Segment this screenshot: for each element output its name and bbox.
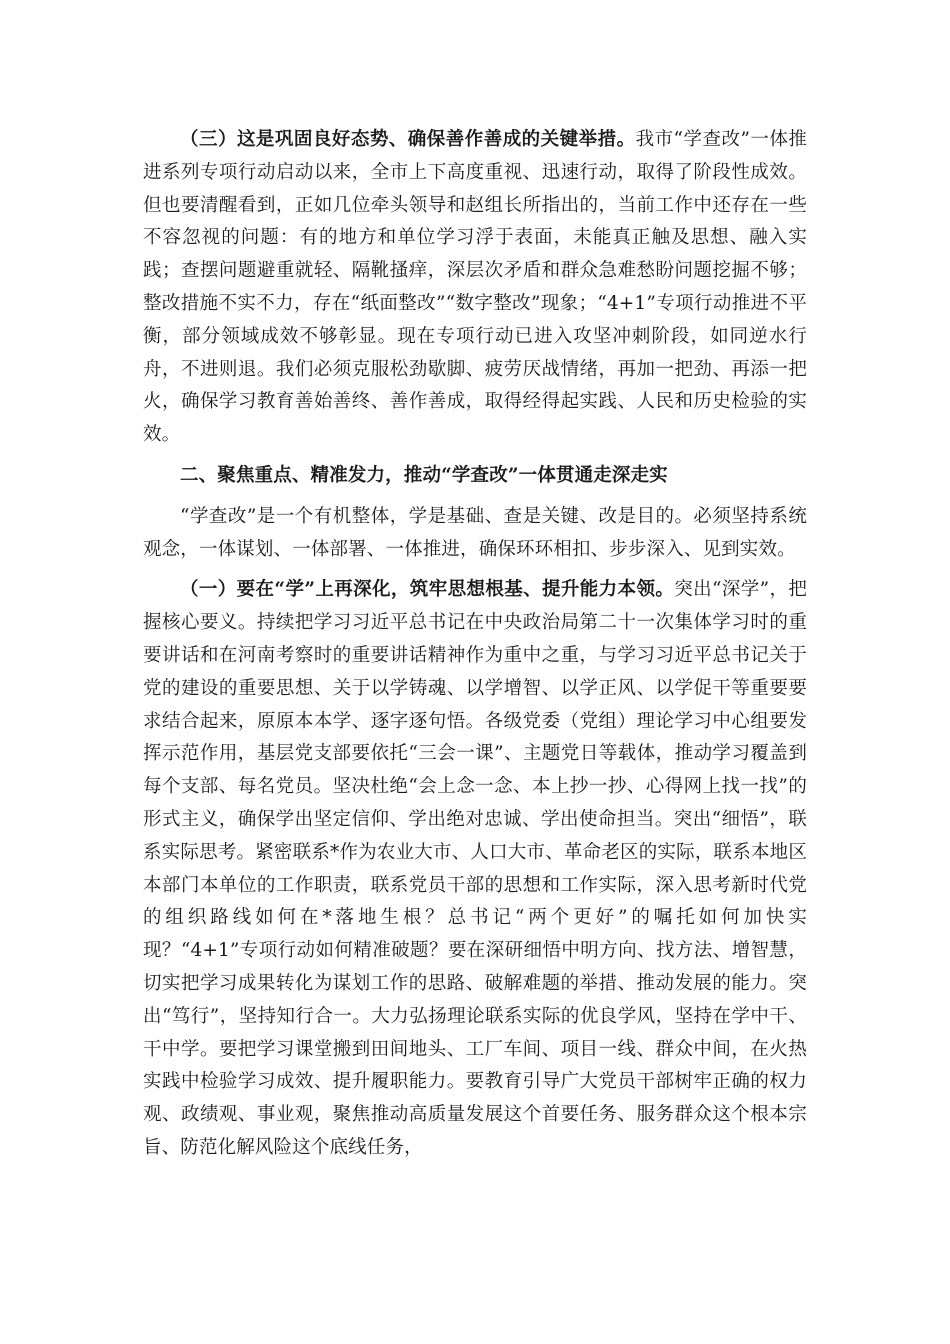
paragraph-text: “学查改”是一个有机整体，学是基础、查是关键、改是目的。必须坚持系统观念，一体谋划、一体部署、一体推进，确保环环相扣、步步深入、见到实效。	[143, 505, 807, 560]
paragraph-text: 我市“学查改”一体推进系列专项行动启动以来，全市上下高度重视、迅速行动，取得了阶段性成效。但也要清醒看到，正如几位牵头领导和赵组长所指出的，当前工作中还存在一些不容忽视的问题：有的地方和单位学习浮于表面，未能真正触及思想、融入实践；查摆问题避重就轻、隔靴搔痒，深层次矛盾和群众急难愁盼问题挖掘不够；整改措施不实不力，存在“纸面整改”“数字整改”现象；“4+1”专项行动推进不平衡，部分领域成效不够彰显。现在专项行动已进入攻坚冲刺阶段，如同逆水行舟，不进则退。我们必须克服松劲歇脚、疲劳厌战情绪，再加一把劲、再添一把火，确保学习教育善始善终、善作善成，取得经得起实践、人民和历史检验的实效。	[143, 129, 808, 446]
document-page	[143, 124, 807, 1173]
section-heading: 二、聚焦重点、精准发力，推动“学查改”一体贯通走深走实	[180, 464, 668, 486]
paragraph-lead: （三）这是巩固良好态势、确保善作善成的关键举措。	[180, 129, 636, 150]
paragraph-intro	[143, 501, 807, 567]
paragraph-text: 突出“深学”，把握核心要义。持续把学习习近平总书记在中央政治局第二十一次集体学习时的重要讲话和在河南考察时的重要讲话精神作为重中之重，与学习习近平总书记关于党的建设的重要思想、关于以学铸魂、以学增智、以学正风、以学促干等重要要求结合起来，原原本本学、逐字逐句悟。各级党委（党组）理论学习中心组要发挥示范作用，基层党支部要依托“三会一课”、主题党日等载体，推动学习覆盖到每个支部、每名党员。坚决杜绝“会上念一念、本上抄一抄、心得网上找一找”的形式主义，确保学出坚定信仰、学出绝对忠诚、学出使命担当。突出“细悟”，联系实际思考。紧密联系*作为农业大市、人口大市、革命老区的实际，联系本地区本部门本单位的工作职责，联系党员干部的思想和工作实际，深入思考新时代党的组织路线如何在*落地生根？总书记“两个更好”的嘱托如何加快实现？“4+1”专项行动如何精准破题？要在深研细悟中明方向、找方法、增智慧，切实把学习成果转化为谋划工作的思路、破解难题的举措、推动发展的能力。突出“笃行”，坚持知行合一。大力弘扬理论联系实际的优良学风，坚持在学中干、干中学。要把学习课堂搬到田间地头、工厂车间、项目一线、群众中间，在火热实践中检验学习成效、提升履职能力。要教育引导广大党员干部树牢正确的权力观、政绩观、事业观，聚焦推动高质量发展这个首要任务、服务群众这个根本宗旨、防范化解风险这个底线任务，	[143, 579, 807, 1158]
paragraph-subsection-1	[143, 574, 807, 1164]
paragraph-section-3	[143, 124, 807, 452]
paragraph-lead: （一）要在“学”上再深化，筑牢思想根基、提升能力本领。	[180, 579, 675, 601]
